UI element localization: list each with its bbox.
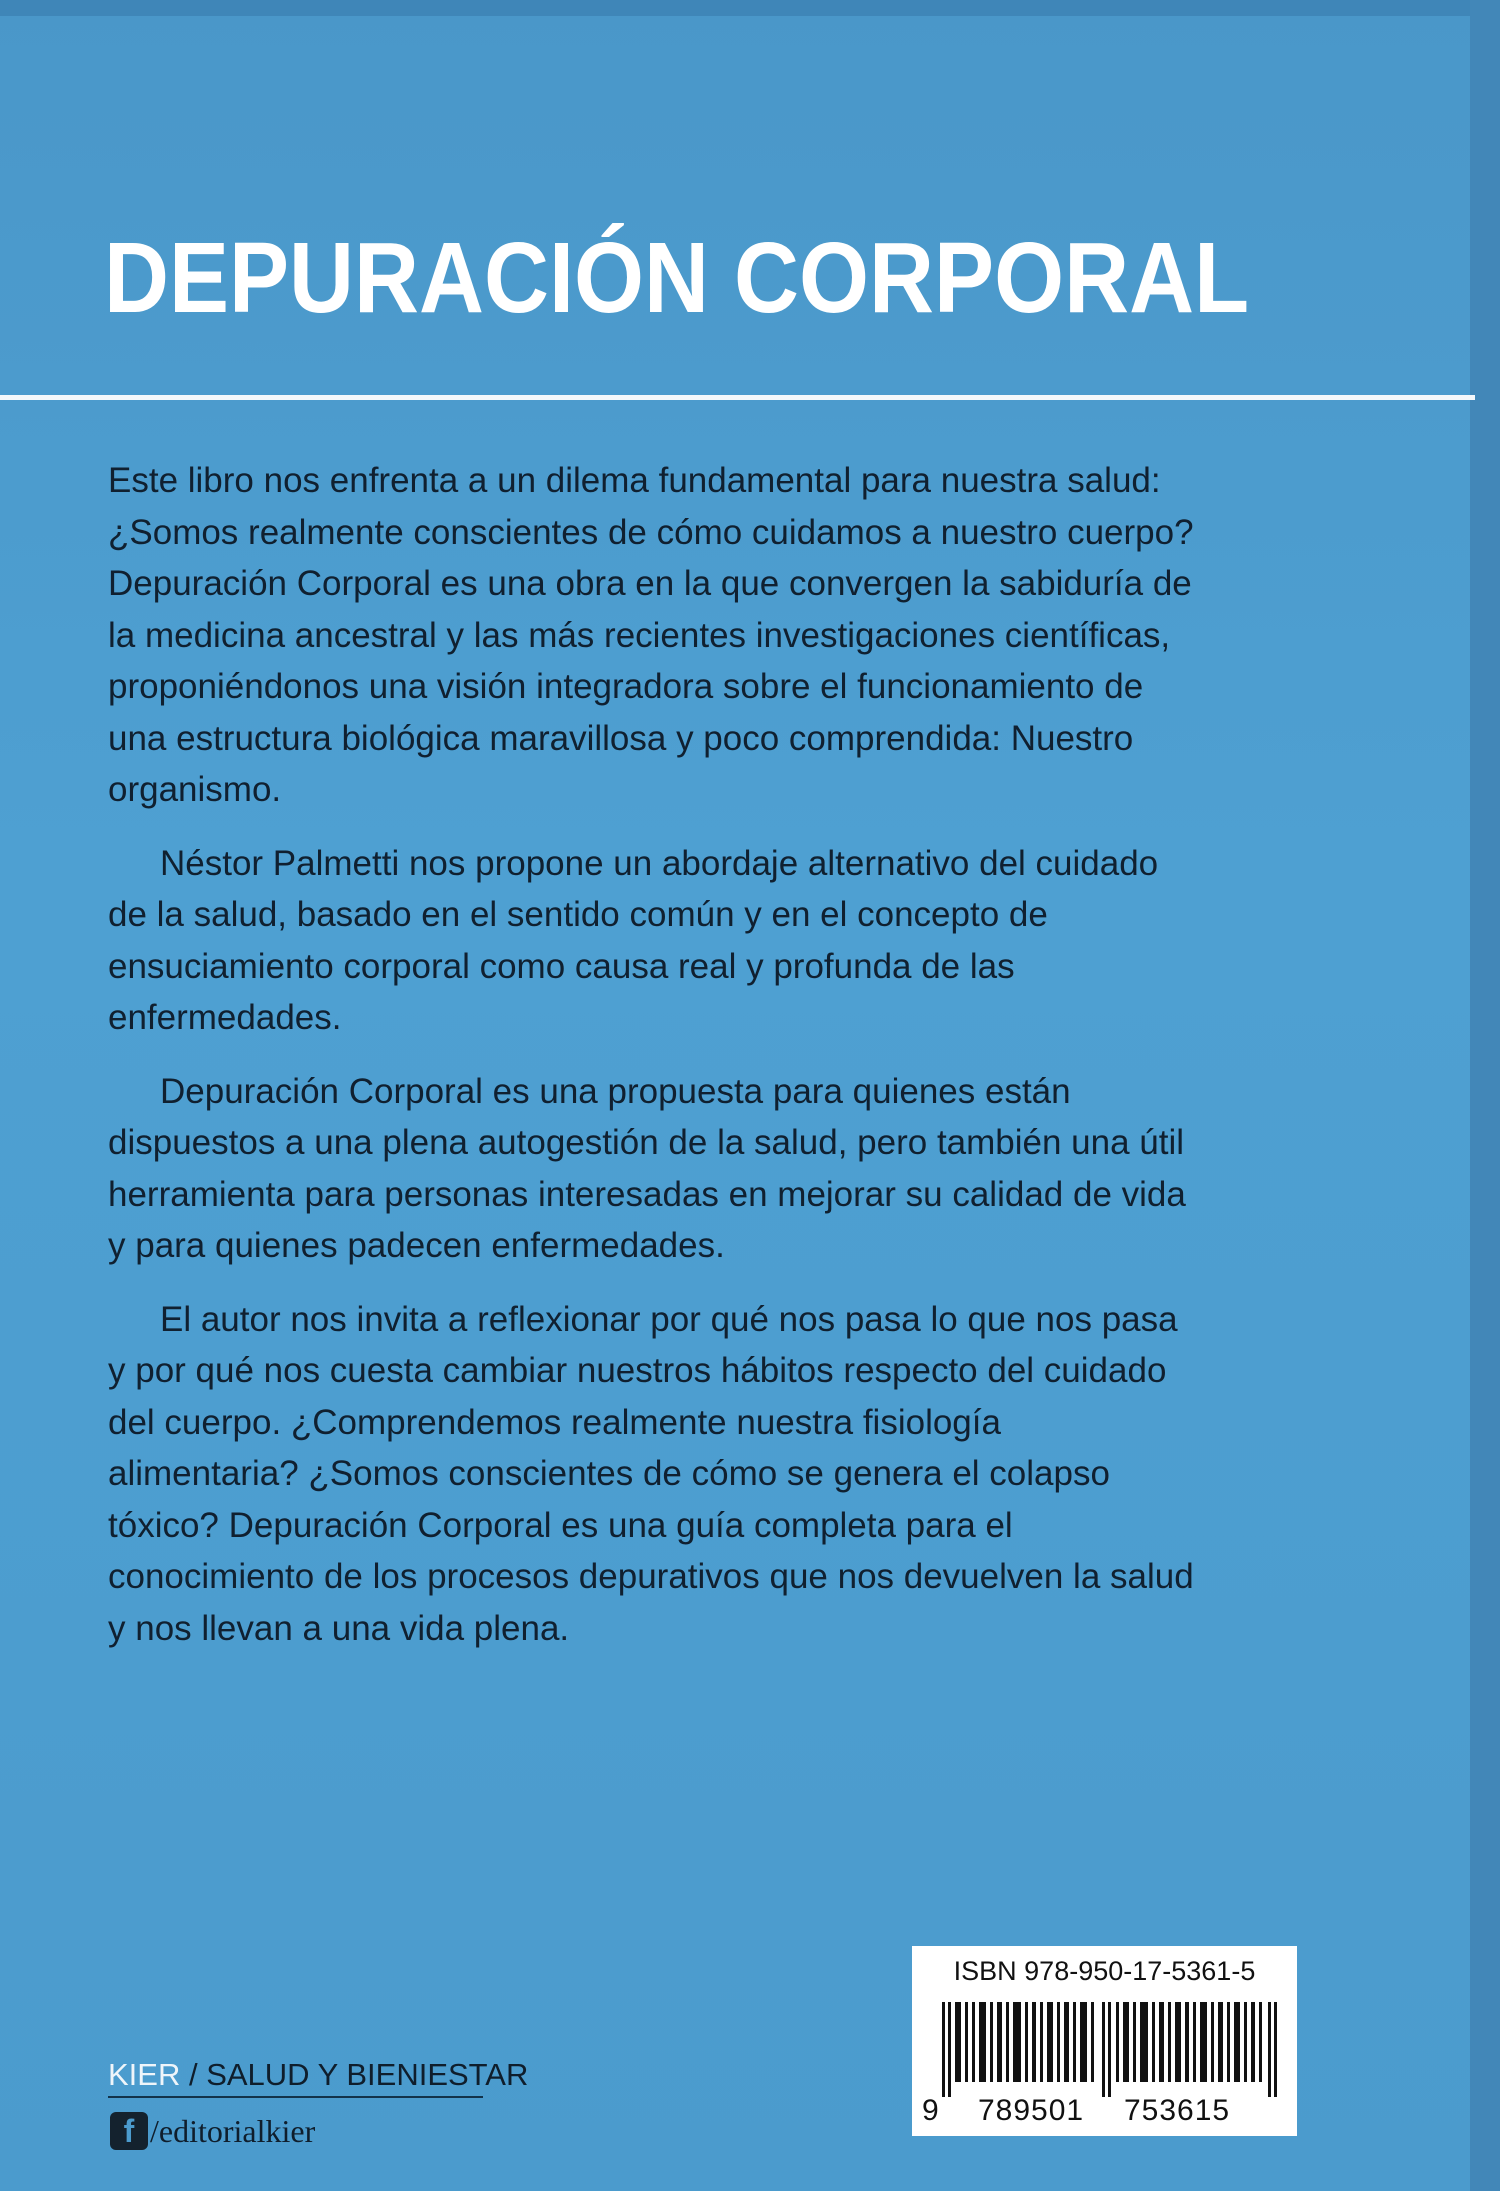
synopsis-paragraph: El autor nos invita a reflexionar por qué nos pasa lo que nos pasa y por qué nos cuesta cambiar nuestros hábitos respecto del cuidado del cuerpo. ¿Comprendemos realmente nuestra fisiología alimentaria? ¿Somos conscientes de cómo se genera el colapso tóxico? Depuración Corporal es una guía completa para el conocimiento de los procesos depurativos que nos devuelven la salud y nos llevan a una vida plena. (108, 1299, 1194, 1648)
book-title: DEPURACIÓN CORPORAL (104, 222, 1250, 334)
series-separator: / (180, 2057, 207, 2092)
publisher-brand: KIER (108, 2057, 181, 2092)
social-handle-text: /editorialkier (150, 2112, 316, 2149)
facebook-icon: f (110, 2112, 148, 2150)
barcode-icon (942, 2002, 1282, 2097)
barcode-panel (912, 1946, 1297, 2136)
synopsis (108, 455, 1198, 1676)
synopsis-paragraph: Néstor Palmetti nos propone un abordaje alternativo del cuidado de la salud, basado en el sentido común y en el concepto de ensuciamiento corporal como causa real y profunda de las enfermedades. (108, 843, 1159, 1037)
top-edge (0, 0, 1500, 16)
social-handle (110, 2112, 315, 2150)
barcode-digit-group-2: 753615 (1124, 2094, 1231, 2127)
synopsis-paragraph: Depuración Corporal es una propuesta para quienes están dispuestos a una plena autogestión de la salud, pero también una útil herramienta para personas interesadas en mejorar su calidad de vida y para quienes padecen enfermedades. (108, 1071, 1186, 1265)
barcode-digit-first: 9 (922, 2094, 940, 2127)
spine-edge (1470, 0, 1500, 2191)
series-label (108, 2057, 528, 2093)
series-underline (108, 2096, 483, 2098)
title-divider (0, 395, 1475, 400)
collection-name: SALUD Y BIENIESTAR (206, 2057, 529, 2092)
synopsis-paragraph: Este libro nos enfrenta a un dilema fundamental para nuestra salud: ¿Somos realmente conscientes de cómo cuidamos a nuestro cuerpo? Depuración Corporal es una obra en la que convergen la sabiduría de la medicina ancestral y las más recientes investigaciones científicas, proponiéndonos una visión integradora sobre el funcionamiento de una estructura biológica maravillosa y poco comprendida: Nuestro organismo. (108, 461, 1194, 809)
isbn-label: ISBN 978-950-17-5361-5 (953, 1956, 1256, 1986)
barcode-digit-group-1: 789501 (978, 2094, 1085, 2127)
